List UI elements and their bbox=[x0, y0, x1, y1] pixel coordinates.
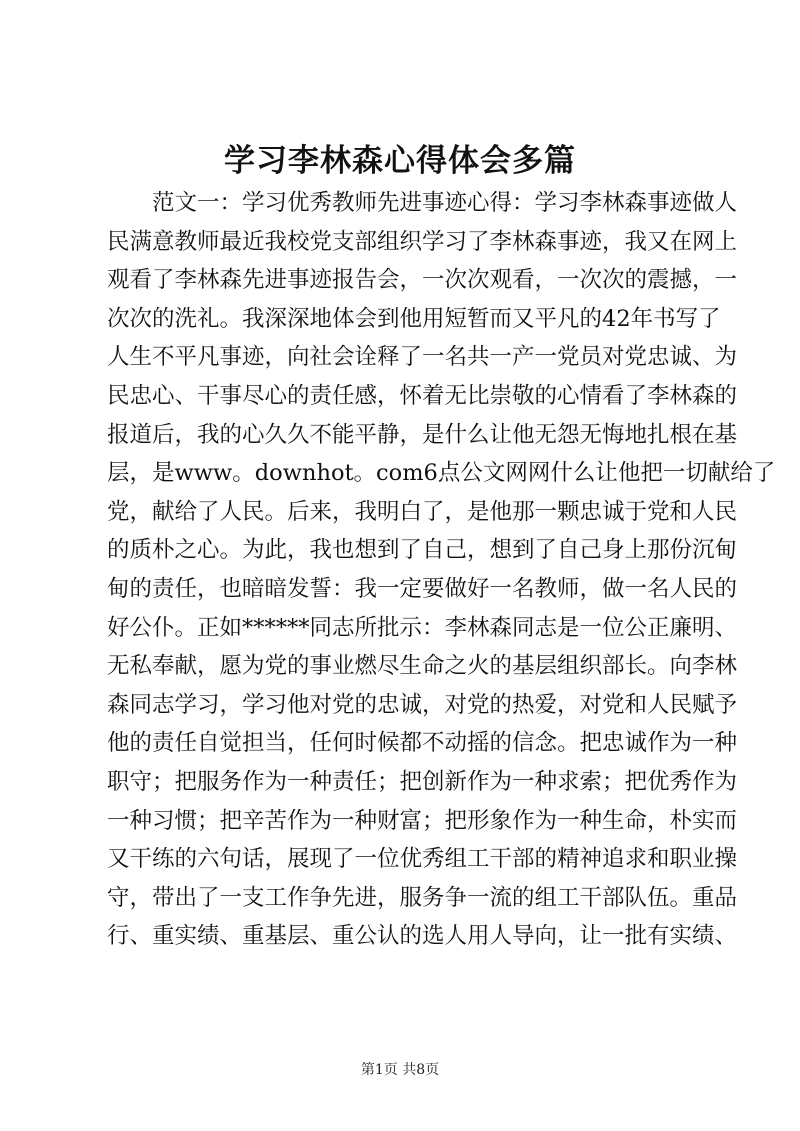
paragraph-line: 人生不平凡事迹，向社会诠释了一名共一产一党员对党忠诚、为 bbox=[107, 344, 738, 371]
page-number-footer: 第1页 共8页 bbox=[360, 1062, 440, 1078]
paragraph-line: 报道后，我的心久久不能平静，是什么让他无怨无悔地扎根在基 bbox=[107, 421, 738, 448]
paragraph-line: 甸的责任，也暗暗发誓：我一定要做好一名教师，做一名人民的 bbox=[107, 575, 738, 602]
document-body bbox=[107, 184, 776, 956]
paragraph-line: 层，是www。downhot。com6点公文网网什么让他把一切献给了 bbox=[107, 460, 776, 487]
paragraph-line: 的质朴之心。为此，我也想到了自己，想到了自己身上那份沉甸 bbox=[107, 537, 738, 564]
paragraph-line: 民忠心、干事尽心的责任感，怀着无比崇敬的心情看了李林森的 bbox=[107, 382, 738, 409]
paragraph-line: 范文一：学习优秀教师先进事迹心得：学习李林森事迹做人 bbox=[107, 190, 738, 216]
paragraph-line: 他的责任自觉担当，任何时候都不动摇的信念。把忠诚作为一种 bbox=[107, 730, 738, 757]
paragraph-line: 职守；把服务作为一种责任；把创新作为一种求索；把优秀作为 bbox=[107, 768, 738, 795]
paragraph-line: 行、重实绩、重基层、重公认的选人用人导向，让一批有实绩、 bbox=[107, 923, 738, 950]
paragraph-line: 守，带出了一支工作争先进，服务争一流的组工干部队伍。重品 bbox=[107, 884, 738, 911]
paragraph-line: 观看了李林森先进事迹报告会，一次次观看，一次次的震撼，一 bbox=[107, 267, 738, 294]
paragraph-line: 一种习惯；把辛苦作为一种财富；把形象作为一种生命，朴实而 bbox=[107, 807, 738, 834]
paragraph-line: 次次的洗礼。我深深地体会到他用短暂而又平凡的42年书写了 bbox=[107, 305, 721, 332]
paragraph-line: 无私奉献，愿为党的事业燃尽生命之火的基层组织部长。向李林 bbox=[107, 653, 738, 680]
paragraph-line: 森同志学习，学习他对党的忠诚，对党的热爱，对党和人民赋予 bbox=[107, 691, 738, 718]
page-title: 学习李林森心得体会多篇 bbox=[224, 143, 576, 179]
paragraph-line: 民满意教师最近我校党支部组织学习了李林森事迹，我又在网上 bbox=[107, 228, 738, 255]
paragraph-line: 党，献给了人民。后来，我明白了，是他那一颗忠诚于党和人民 bbox=[107, 498, 738, 525]
paragraph-line: 好公仆。正如******同志所批示：李林森同志是一位公正廉明、 bbox=[107, 614, 738, 641]
paragraph-line: 又干练的六句话，展现了一位优秀组工干部的精神追求和职业操 bbox=[107, 846, 738, 873]
